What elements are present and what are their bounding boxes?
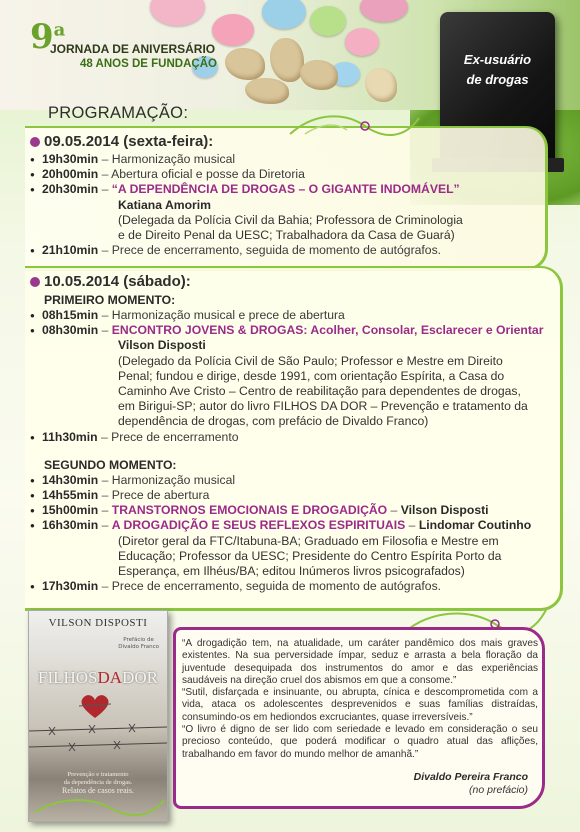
speaker-description: Educação; Professor da UESC; Presidente do Centro Espírita Porto da [118, 548, 502, 563]
book-subtitle: Prevenção e tratamento da dependência de drogas. Relatos de casos reais. [62, 771, 134, 795]
event-title-line1: JORNADA DE ANIVERSÁRIO [50, 42, 216, 56]
speaker-description: em Birigui-SP; autor do livro FILHOS DA DOR – Prevenção e tratamento da [118, 399, 528, 414]
speaker-name: Katiana Amorim [118, 197, 212, 212]
schedule-row: ● 20h00min – Abertura oficial e posse da Diretoria [30, 167, 463, 182]
book-author: VILSON DISPOSTI [48, 617, 148, 629]
schedule-row: ● 08h30min – ENCONTRO JOVENS & DROGAS: Acolher, Consolar, Esclarecer e Orientar [30, 323, 543, 338]
pill-decoration [310, 6, 346, 36]
programacao-heading: PROGRAMAÇÃO: [48, 104, 189, 122]
tombstone-caption [440, 50, 555, 90]
day1-section [30, 132, 463, 258]
heart-icon [79, 693, 111, 719]
schedule-row: ● 08h15min – Harmonização musical e prece de abertura [30, 308, 543, 323]
speaker-description: dependência de drogas, com prefácio de Divaldo Franco) [118, 414, 429, 429]
schedule-row: ● 20h30min – “A DEPENDÊNCIA DE DROGAS – O GIGANTE INDOMÁVEL” [30, 182, 463, 197]
speaker-description: (Delegado da Polícia Civil de São Paulo; Professor e Mestre em Direito [118, 353, 503, 368]
day2-date: 10.05.2014 (sábado): [30, 272, 543, 292]
day1-date: 09.05.2014 (sexta-feira): [30, 132, 463, 152]
pill-decoration [212, 14, 254, 46]
rock-decoration [270, 38, 304, 82]
quote-source: (no prefácio) [469, 784, 528, 796]
book-cover [28, 610, 168, 822]
day2-section [30, 272, 543, 594]
speaker-description: (Delegada da Polícia Civil da Bahia; Professora de Criminologia [118, 212, 463, 227]
quote-author: Divaldo Pereira Franco [413, 771, 528, 783]
tomb-line1: Ex-usuário [463, 52, 532, 67]
pill-decoration [262, 0, 306, 29]
schedule-row: ● 21h10min – Prece de encerramento, seguida de momento de autógrafos. [30, 243, 463, 258]
schedule-row: ● 14h55min – Prece de abertura [30, 488, 543, 503]
tomb-line2: de drogas [466, 72, 529, 87]
schedule-row: ● 11h30min – Prece de encerramento [30, 430, 543, 445]
schedule-row: ● 16h30min – A DROGADIÇÃO E SEUS REFLEXOS ESPIRITUAIS – Lindomar Coutinho [30, 518, 543, 533]
barbed-wire-icon [29, 721, 167, 761]
badge-number: 9$^a$ [30, 17, 66, 57]
book-preface-credit: Prefácio de Divaldo Franco [118, 637, 159, 650]
speaker-description: Penal; fundou e dirige, desde 1991, com orientação Espírita, a Casa do [118, 368, 505, 383]
moment-heading: PRIMEIRO MOMENTO: [44, 293, 176, 307]
rock-decoration [225, 48, 265, 80]
schedule-row: ● 17h30min – Prece de encerramento, seguida de momento de autógrafos. [30, 579, 543, 594]
schedule-row: ● 14h30min – Harmonização musical [30, 473, 543, 488]
book-title: FILHOSDADOR [38, 668, 158, 687]
event-logo [30, 17, 217, 80]
quote-signature [414, 771, 528, 797]
speaker-description: e de Direito Penal da UESC; Trabalhadora da Casa de Guará) [118, 228, 455, 243]
speaker-description: (Diretor geral da FTC/Itabuna-BA; Graduado em Filosofia e Mestre em [118, 533, 499, 548]
rock-decoration [365, 68, 397, 102]
quote-box [173, 627, 545, 809]
speaker-description: Caminho Ave Cristo – Centro de reabilitação para dependentes de drogas, [118, 384, 521, 399]
speaker-description: Esperança, em Ilhéus/BA; editou Inúmeros livros psicografados) [118, 564, 465, 579]
rock-decoration [300, 60, 338, 90]
moment-heading: SEGUNDO MOMENTO: [44, 457, 177, 472]
swirl-ornament [30, 792, 170, 822]
pill-decoration [360, 0, 408, 22]
event-title-line2: 48 ANOS DE FUNDAÇÃO [80, 58, 217, 70]
speaker-name: Vilson Disposti [118, 338, 206, 353]
schedule-row: ● 15h00min – TRANSTORNOS EMOCIONAIS E DROGADIÇÃO – Vilson Disposti [30, 503, 543, 518]
schedule-row: ● 19h30min – Harmonização musical [30, 152, 463, 167]
rock-decoration [245, 78, 289, 104]
quote-text: “A drogadição tem, na atualidade, um caráter pandêmico dos mais graves existentes. Na sua perversidade ímpar, seduz e arrasta a bela floração da juventude desequipada dos instrumentos do amor e das experiências saudáveis na direção cruel dos abismos em que a consome.” “Sutil, disfarçada e insinuante, ou abrupta, cínica e descomprometida com a vida, ataca os adolescentes desprevenidos e suas famílias distraídas, consumindo-os em hediondos excruciantes, quase irreversíveis.” “O livro é digno de ser lido com seriedade e levado em consideração o seu precioso conteúdo, que poderá modificar o quadro atual das aflições, trabalhando em favor do mundo melhor de amanhã.” [182, 638, 538, 760]
pill-decoration [345, 28, 379, 56]
